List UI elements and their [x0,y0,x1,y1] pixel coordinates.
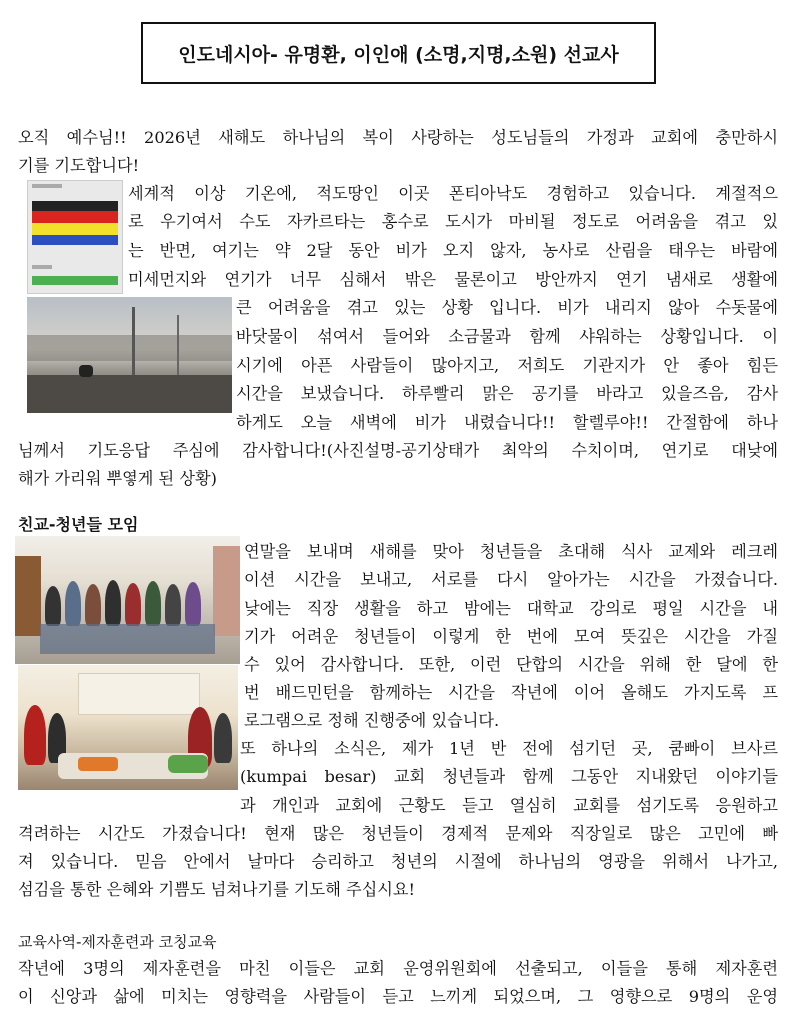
youth-line-7: 로그램으로 정해 진행중에 있습니다. [244,711,500,730]
church-youth-dinner-photo [18,665,238,790]
weather-line-5: 큰 어려움을 겪고 있는 상황 입니다. 비가 내리지 않아 수돗물에 [236,298,778,317]
weather-line-11: 해가 가리워 뿌옇게 된 상황) [18,469,217,488]
youth-line-6: 번 배드민턴을 함께하는 시간을 작년에 이어 올해도 가지도록 프 [244,683,778,702]
youth-line-4: 기가 어려운 청년들이 이렇게 한 번에 모여 뜻깊은 시간을 가질 [244,627,778,646]
weather-line-8: 시간을 보냈습니다. 하루빨리 맑은 공기를 바라고 있을즈음, 감사 [236,384,778,403]
youth-heading: 친교-청년들 모임 [18,515,139,534]
youth-line-3: 낮에는 직장 생활을 하고 밤에는 대학교 강의로 평일 시간을 내 [244,599,778,618]
education-heading: 교육사역-제자훈련과 코칭교육 [18,933,217,951]
youth-line-13: 섬김을 통한 은혜와 기쁨도 넘쳐나기를 기도해 주십시요! [18,880,416,899]
youth-group-photo [15,536,240,664]
air-quality-chart-image [27,180,123,294]
weather-line-4: 미세먼지와 연기가 너무 심해서 밖은 물론이고 방안까지 연기 냄새로 생활에 [128,270,778,289]
youth-line-12: 져 있습니다. 믿음 안에서 날마다 승리하고 청년의 시절에 하나님의 영광을 위해서 나가고, [18,852,778,871]
education-line-2: 이 신앙과 삶에 미치는 영향력을 사람들이 듣고 느끼게 되었으며, 그 영향으로 9명의 운영 [18,987,778,1006]
weather-line-6: 바닷물이 섞여서 들어와 소금물과 함께 샤워하는 상황입니다. 이 [236,327,778,346]
education-line-1: 작년에 3명의 제자훈련을 마친 이들은 교회 운영위원회에 선출되고, 이들을 통해 제자훈련 [18,959,778,978]
weather-line-1: 세계적 이상 기온에, 적도땅인 이곳 폰티아낙도 경험하고 있습니다. 계절적으 [128,184,778,203]
youth-line-2: 이션 시간을 보내고, 서로를 다시 알아가는 시간을 가졌습니다. [244,570,778,589]
page-title: 인도네시아- 유명환, 이인애 (소명,지명,소원) 선교사 [178,43,619,66]
intro-line-1: 오직 예수님!! 2026년 새해도 하나님의 복이 사랑하는 성도님들의 가정과 교회에 충만하시 [18,128,778,147]
youth-line-1: 연말을 보내며 새해를 맞아 청년들을 초대해 식사 교제와 레크레 [244,542,778,561]
title-box [141,22,656,84]
intro-line-2: 기를 기도합니다! [18,156,140,175]
weather-line-10: 님께서 기도응답 주심에 감사합니다!(사진설명-공기상태가 최악의 수치이며, 연기로 대낮에 [18,441,778,460]
youth-line-8: 또 하나의 소식은, 제가 1년 반 전에 섬기던 곳, 쿰빠이 브사르 [240,739,778,758]
youth-line-10: 과 개인과 교회에 근황도 듣고 열심히 교회를 섬기도록 응원하고 [240,796,778,815]
weather-line-3: 는 반면, 여기는 약 2달 동안 비가 오지 않자, 농사로 산림을 태우는 바람에 [128,241,778,260]
weather-line-7: 시기에 아픈 사람들이 많아지고, 저희도 기관지가 안 좋아 힘든 [236,356,778,375]
hazy-street-photo [27,297,232,413]
youth-line-5: 수 있어 감사합니다. 또한, 이런 단합의 시간을 위해 한 달에 한 [244,655,778,674]
youth-line-9: (kumpai besar) 교회 청년들과 함께 그동안 지내왔던 이야기들 [240,767,778,786]
youth-line-11: 격려하는 시간도 가졌습니다! 현재 많은 청년들이 경제적 문제와 직장일로 많은 고민에 빠 [18,824,778,843]
weather-line-9: 하게도 오늘 새벽에 비가 내렸습니다!! 할렐루야!! 간절함에 하나 [236,413,778,432]
weather-line-2: 로 우기여서 수도 자카르타는 홍수로 도시가 마비될 정도로 어려움을 겪고 있 [128,212,778,231]
